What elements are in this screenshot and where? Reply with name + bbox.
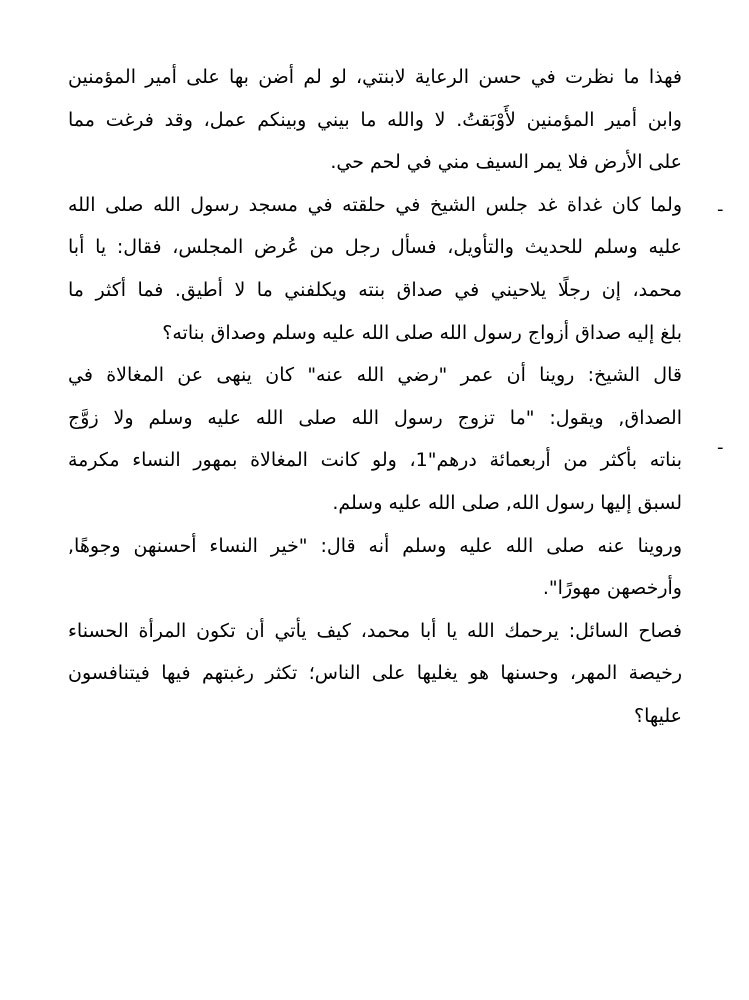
margin-dash-marker: -	[717, 437, 724, 458]
text-line: بناته بأكثر من أربعمائة درهم"1، ولو كانت المغالاة بمهور النساء مكرمة	[68, 449, 682, 472]
text-line: عليها؟	[634, 704, 682, 727]
text-line: على الأرض فلا يمر السيف مني في لحم حي.	[330, 151, 682, 174]
document-body	[68, 56, 682, 738]
text-line: لسبق إليها رسول الله, صلى الله عليه وسلم.	[332, 491, 682, 514]
text-line: وأرخصهن مهورًا".	[542, 577, 682, 600]
text-line: بلغ إليه صداق أزواج رسول الله صلى الله عليه وسلم وصداق بناته؟	[162, 321, 682, 344]
text-line: وابن أمير المؤمنين لأَوْبَقتُ. لا والله ما بيني وبينكم عمل، وقد فرغت مما	[68, 108, 682, 131]
text-line: فصاح السائل: يرحمك الله يا أبا محمد، كيف يأتي أن تكون المرأة الحسناء	[68, 619, 682, 642]
text-line: محمد، إن رجلًا يلاحيني في صداق بنته ويكلفني ما لا أطيق. فما أكثر ما	[68, 278, 682, 301]
margin-dash-marker: -	[717, 199, 724, 220]
text-line: رخيصة المهر، وحسنها هو يغليها على الناس؛ تكثر رغبتهم فيها فيتنافسون	[68, 662, 682, 685]
text-line: الصداق, ويقول: "ما تزوج رسول الله صلى الله عليه وسلم ولا زوَّج	[68, 406, 682, 429]
text-line: فهذا ما نظرت في حسن الرعاية لابنتي، لو لم أضن بها على أمير المؤمنين	[68, 66, 682, 88]
text-line: قال الشيخ: روينا أن عمر "رضي الله عنه" كان ينهى عن المغالاة في	[68, 364, 682, 387]
text-line: وروينا عنه صلى الله عليه وسلم أنه قال: "خير النساء أحسنهن وجوهًا,	[68, 534, 682, 557]
text-line: عليه وسلم للحديث والتأويل، فسأل رجل من عُرض المجلس، فقال: يا أبا	[68, 236, 682, 259]
text-line: ولما كان غداة غد جلس الشيخ في حلقته في مسجد رسول الله صلى الله	[68, 193, 682, 216]
